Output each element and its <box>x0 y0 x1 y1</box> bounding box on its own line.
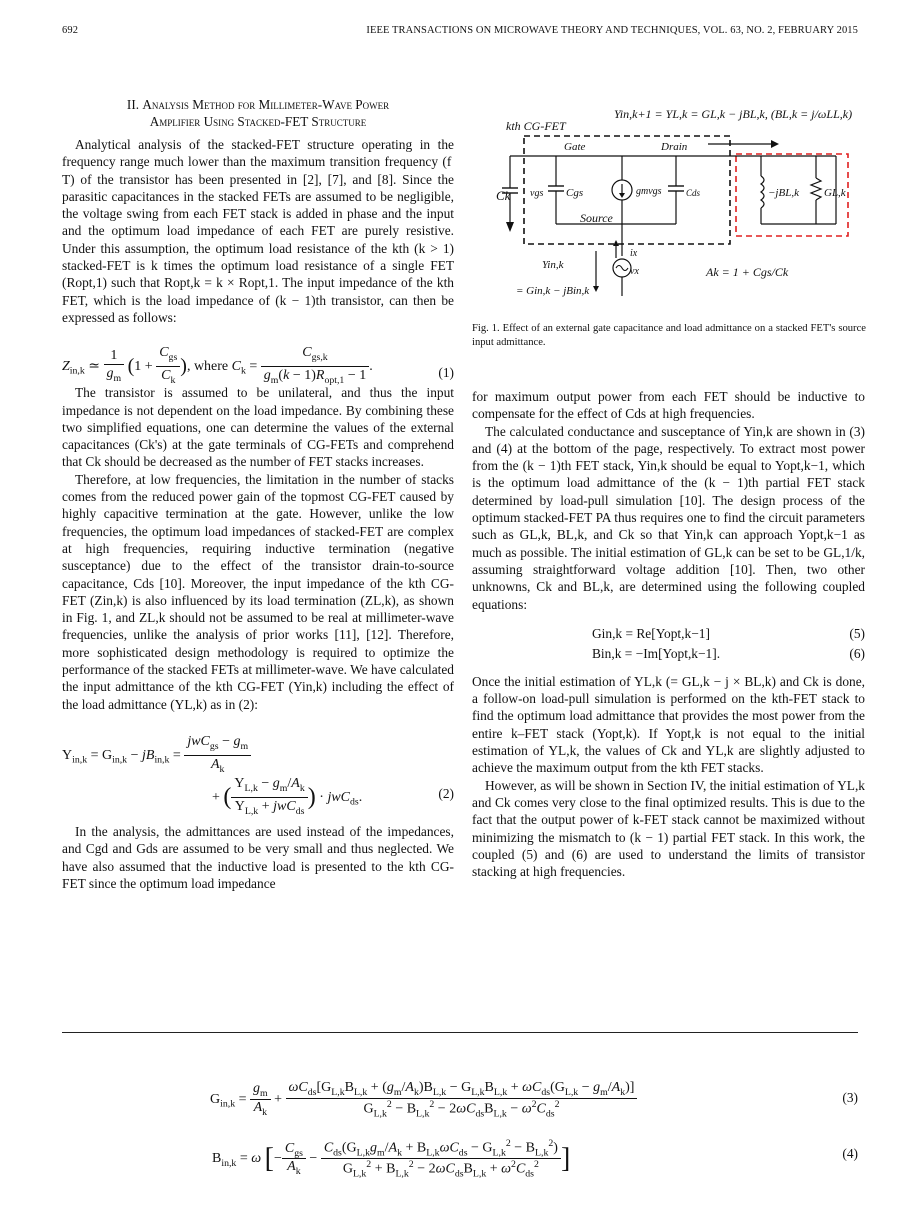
eq6: Bin,k = −Im[Yopt,k−1]. <box>592 645 721 661</box>
figure-1-circuit <box>496 96 866 312</box>
eq5-number: (5) <box>849 625 865 641</box>
eq4-number: (4) <box>842 1146 858 1161</box>
journal-title: IEEE TRANSACTIONS ON MICROWAVE THEORY AND TECHNIQUES, VOL. 63, NO. 2, FEBRUARY 2015 <box>366 25 858 36</box>
left-paragraph-4: In the analysis, the admittances are used instead of the impedances, and Cgd and Gds are assumed to be very small and thus neglected. We have also assumed that the inductive load is presented to the kth CG-FET since the optimum load impedance <box>62 823 454 891</box>
left-paragraph-1: Analytical analysis of the stacked-FET structure operating in the frequency range much lower than the maximum transition frequency (f T) of the transistor has been presented in [2], [7], and [8]. Since the parasitic capacitances in the stacked FETs are assumed to be negligible, the voltage swing from each FET stack is added in phase and the input and the optimum load impedance of each FET are purely resistive. Under this assumption, the optimum load resistance of the kth (k > 1) stacked-FET is k times the optimum load resistance of a single FET (Ropt,1) such that Ropt,k = k × Ropt,1. The input impedance of the kth FET, which is the load impedance of (k − 1)th transistor, can then be expressed as follows: <box>62 137 454 325</box>
eq1-number: (1) <box>438 365 454 381</box>
right-column <box>472 388 865 880</box>
section-title-line2: Amplifier Using Stacked-FET Structure <box>149 114 367 129</box>
fig-label-kth: kth CG-FET <box>506 119 566 133</box>
right-paragraph-4: However, as will be shown in Section IV, the initial estimation of YL,k and Ck comes very close to the final optimized results. This is due to the fact that the output power of k-FET stack cannot be maximized without minimizing the mismatch to (k − 1) partial FET stack. In this work, the coupled (5) and (6) are used to understand the limits of transistor stacking at high frequencies. <box>472 777 865 880</box>
fig-label-yin-top: Yin,k+1 = YL,k = GL,k − jBL,k, (BL,k = j/ωLL,k) <box>614 107 853 121</box>
fig-label-drain: Drain <box>661 141 688 153</box>
fig-label-source: Source <box>580 211 613 225</box>
equation-4: $B_{in,k} = \omega$ [− $\frac{C_{gs}}{A_k}$ − $\frac{C_{ds}(G_{L,k}g_m/A_k + B_{L,k}\omega C_{ds} - G_{L,k}^2 - B_{L,k}^2)}{G_{L,k}^2 + B_{L,k}^2 - 2\omega C_{ds}B_{L,k} + \omega^2C_{ds}^2}$ ] (4) <box>212 1138 858 1180</box>
fig-label-ix: ix <box>630 248 638 259</box>
fig-label-vgs: vgs <box>530 188 544 199</box>
eq1-where: , where <box>186 359 229 375</box>
figure-1-caption: Fig. 1. Effect of an external gate capacitance and load admittance on a stacked FET's source input admittance. <box>472 323 866 348</box>
equation-3: $G_{in,k}$ = $\frac{g_m}{A_k}$ + $\frac{\omega C_{ds}[G_{L,k}B_{L,k} + (g_m/A_k)B_{L,k} - G_{L,k}B_{L,k} + \omega C_{ds}(G_{L,k} - g_m/A_k)]}{G_{L,k}^2 - B_{L,k}^2 - 2\omega C_{ds}B_{L,k} - \omega^2C_{ds}^2}$ (3) <box>210 1080 858 1120</box>
eq5: Gin,k = Re[Yopt,k−1] <box>592 625 710 641</box>
equation-1: $Z_{in,k}$ ≃ $\frac{1}{g_m}$ (1 + $\frac{C_{gs}}{C_k}$ ), where $C_k$ = $\frac{C_{gs,k}}{g_m(k - 1)R_{opt,1} - 1}$ . (1) <box>62 345 454 387</box>
right-paragraph-3: Once the initial estimation of YL,k (= GL,k − j × BL,k) and Ck is done, a follow-on load-pull simulation is performed on the kth-FET stack to find the optimum load admittance that provides the most power from the entire k–FET stack (Yopt,k). If Yopt,k is not equal to the initial estimation of YL,k, the values of Ck and YL,k are slightly adjusted to achieve the maximum output from the kth FET stacks. <box>472 673 865 776</box>
bottom-rule <box>62 1032 858 1033</box>
fig-label-gl: GL,k <box>824 187 846 199</box>
fig-label-cds: Cds <box>686 188 701 198</box>
left-column <box>62 96 454 892</box>
right-paragraph-1: for maximum output power from each FET should be inductive to compensate for the effect of Cds at high frequencies. <box>472 389 865 422</box>
section-number: II. <box>126 97 140 112</box>
eq6-number: (6) <box>849 645 865 661</box>
fig-label-cgs: Cgs <box>566 187 584 199</box>
fig-label-ck: Ck <box>496 188 511 203</box>
section-title-line1: Analysis Method for Millimeter-Wave Power <box>142 97 390 112</box>
page-number: 692 <box>62 25 79 36</box>
fig-label-gate: Gate <box>564 141 586 153</box>
fig-label-yin: Yin,k <box>542 259 564 271</box>
fig-label-yin-eq: = Gin,k − jBin,k <box>516 285 590 297</box>
fig-label-vx: vx <box>630 266 639 277</box>
equation-2: $Y_{in,k} = G_{in,k} - jB_{in,k}$ = $\frac{jwC_{gs} - g_m}{A_k}$ + ( $\frac{Y_{L,k} - g_m/A_k}{Y_{L,k} + jwC_{ds}}$ ) · jwC$_{ds}$. (2) <box>62 733 454 817</box>
eq2-number: (2) <box>438 785 454 801</box>
left-paragraph-3: Therefore, at low frequencies, the limitation in the number of stacks comes from the reduced power gain of the topmost CG-FET caused by highly capacitive termination at the gate. However, unlike the low frequencies, the optimum load impedances of stacked-FET are complex at high frequencies, requiring inductive termination (negative susceptance) due to the effect of the transistor drain-to-source capacitance, Cds [10]. Moreover, the input impedance of the kth CG-FET (Zin,k) is also influenced by its load termination (ZL,k), as shown in Fig. 1, and ZL,k should not be assumed to be real at millimeter-wave frequencies, unlike the analysis of prior works [11], [12]. Therefore, more sophisticated design methodology is required to optimize the performance of the stacked FETs at millimeter-wave. We have calculated the input admittance of the kth CG-FET (Yin,k) including the effect of the load admittance (YL,k) as in (2): <box>62 471 454 712</box>
eq3-number: (3) <box>842 1090 858 1105</box>
fig-label-ak: Ak = 1 + Cgs/Ck <box>706 265 789 279</box>
equations-5-6 <box>472 621 865 667</box>
fig-label-gm: gmvgs <box>636 186 662 197</box>
right-paragraph-2: The calculated conductance and susceptance of Yin,k are shown in (3) and (4) at the bottom of the page, respectively. To extract most power from the (k − 1)th FET stack, Yin,k should be equal to Yopt,k−1, which is the optimum load admittance of the (k − 1)th partial FET stack determined by load-pull simulation [10]. The design process of the optimum stacked-FET PA thus requires one to find the circuit parameters such as GL,k, BL,k, and Ck so that Yin,k can approach Yopt,k−1 as much as possible. The initial estimation of GL,k can be set to be GL,1/k, assuming straightforward voltage addition [10]. Then, two other unknowns, Ck and BL,k, are determined using the following coupled equations: <box>472 423 865 612</box>
left-paragraph-2: The transistor is assumed to be unilateral, and thus the input impedance is not dependent on the load impedance. By combining these two simplified equations, one can determine the values of the external capacitances (Ck's) at the gate terminals of CG-FETs and comprehend that Ck should be decreased as the number of FET stacks increases. <box>62 385 454 470</box>
section-heading <box>62 96 454 130</box>
fig-label-jbl: −jBL,k <box>768 187 799 199</box>
